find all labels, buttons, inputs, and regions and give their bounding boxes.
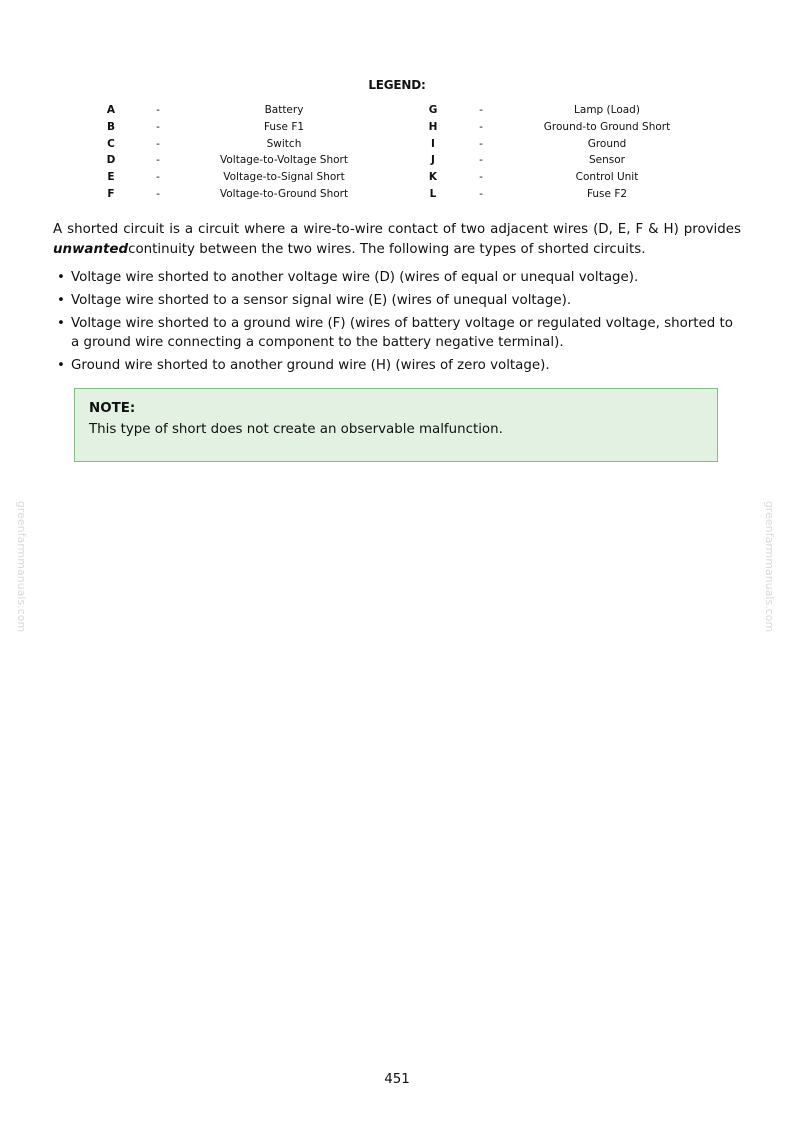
legend-description: Voltage-to-Signal Short	[223, 171, 345, 184]
list-item-text: Voltage wire shorted to a ground wire (F) (wires of battery voltage or regulated voltage, shorted to a ground wire connecting a component to the battery negative terminal).	[71, 316, 733, 350]
legend-dash: -	[156, 120, 160, 133]
legend-description: Fuse F2	[586, 187, 628, 200]
list-item-text: Voltage wire shorted to a sensor signal wire (E) (wires of unequal voltage).	[71, 293, 572, 308]
legend-letter: H	[428, 120, 438, 133]
list-item	[53, 314, 741, 352]
legend-dash: -	[156, 137, 160, 150]
legend-letter: C	[107, 137, 115, 150]
legend-description: Ground-to Ground Short	[543, 120, 671, 133]
legend-description: Lamp (Load)	[574, 104, 640, 116]
bullet-icon: •	[57, 358, 65, 373]
legend-letter: J	[431, 154, 435, 167]
list-item	[53, 268, 741, 287]
legend-row	[0, 104, 794, 121]
legend-dash: -	[479, 120, 483, 133]
shorted-circuit-types-list	[53, 268, 741, 379]
watermark-left: greenfarmmanuals.com	[15, 500, 29, 633]
legend-description: Control Unit	[575, 171, 639, 184]
legend-row	[0, 188, 794, 205]
legend-dash: -	[479, 154, 483, 167]
legend-letter: I	[431, 137, 435, 150]
legend-description: Voltage-to-Ground Short	[219, 187, 349, 200]
legend-dash: -	[479, 104, 483, 116]
legend-row	[0, 138, 794, 155]
intro-text-before: A shorted circuit is a circuit where a wire-to-wire contact of two adjacent wires (D, E, F & H) provides	[53, 222, 741, 237]
legend-dash: -	[156, 104, 160, 116]
list-item-text: Voltage wire shorted to another voltage wire (D) (wires of equal or unequal voltage).	[71, 270, 639, 285]
intro-paragraph	[53, 220, 741, 260]
bullet-icon: •	[57, 293, 65, 308]
legend-letter: L	[429, 187, 437, 200]
legend-description: Battery	[264, 104, 304, 116]
note-title: NOTE:	[89, 401, 136, 416]
legend-description: Sensor	[589, 154, 625, 167]
bullet-icon: •	[57, 270, 65, 285]
legend-letter: D	[106, 154, 116, 167]
legend-description: Ground	[587, 137, 627, 150]
intro-emphasis: unwanted	[53, 242, 129, 257]
note-box	[74, 388, 718, 462]
legend-dash: -	[479, 137, 483, 150]
legend-letter: K	[428, 171, 438, 184]
legend-dash: -	[156, 154, 160, 167]
legend-letter: G	[428, 104, 438, 116]
legend-table	[0, 104, 794, 205]
legend-letter: E	[107, 171, 115, 184]
legend-letter: F	[107, 187, 115, 200]
list-item	[53, 291, 741, 310]
legend-dash: -	[156, 187, 160, 200]
legend-dash: -	[479, 187, 483, 200]
legend-row	[0, 154, 794, 171]
legend-description: Fuse F1	[263, 120, 305, 133]
legend-description: Switch	[266, 137, 302, 150]
legend-letter: B	[106, 120, 115, 133]
legend-row	[0, 121, 794, 138]
legend-description: Voltage-to-Voltage Short	[220, 154, 348, 167]
page-number: 451	[384, 1072, 410, 1087]
legend-title: LEGEND:	[368, 78, 426, 92]
legend-dash: -	[479, 171, 483, 184]
list-item	[53, 356, 741, 375]
legend-letter: A	[106, 104, 116, 116]
note-text: This type of short does not create an observable malfunction.	[89, 422, 503, 437]
legend-dash: -	[156, 171, 160, 184]
watermark-right: greenfarmmanuals.com	[763, 500, 777, 633]
bullet-icon: •	[57, 316, 65, 331]
list-item-text: Ground wire shorted to another ground wire (H) (wires of zero voltage).	[71, 358, 550, 373]
legend-row	[0, 171, 794, 188]
intro-text-after: continuity between the two wires. The following are types of shorted circuits.	[128, 242, 646, 257]
